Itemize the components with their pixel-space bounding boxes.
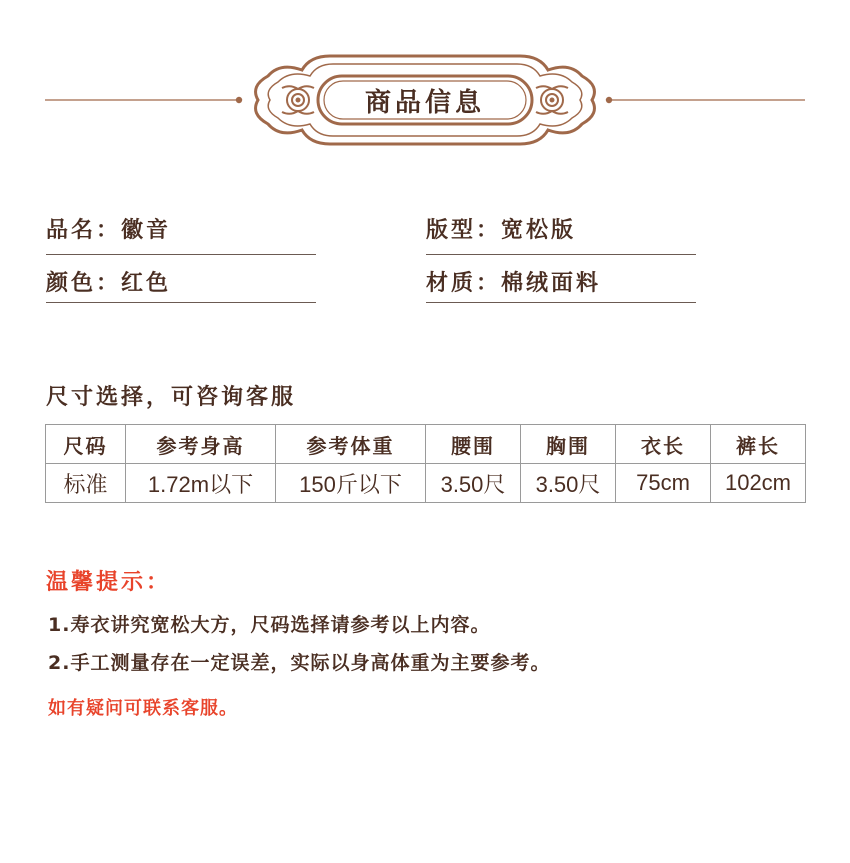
tip-item: 1.寿衣讲究宽松大方，尺码选择请参考以上内容。: [48, 614, 491, 636]
size-heading: 尺寸选择，可咨询客服: [46, 385, 297, 410]
divider-line: [426, 302, 696, 303]
product-color: 颜色：红色: [46, 271, 172, 296]
divider-line: [46, 254, 316, 255]
table-cell: 150斤以下: [276, 464, 426, 503]
product-material: 材质：棉绒面料: [426, 271, 602, 296]
table-header-cell: 参考体重: [276, 425, 426, 464]
table-header-cell: 腰围: [426, 425, 521, 464]
table-header-cell: 衣长: [616, 425, 711, 464]
table-header-cell: 尺码: [46, 425, 126, 464]
size-table: [45, 424, 806, 503]
contact-note: 如有疑问可联系客服。: [48, 698, 238, 719]
table-cell: 102cm: [711, 464, 806, 503]
table-header-row: [46, 425, 806, 464]
table-header-cell: 胸围: [521, 425, 616, 464]
product-fit: 版型：宽松版: [426, 218, 577, 243]
banner-title: 商品信息: [364, 87, 485, 118]
tips-title: 温馨提示：: [46, 570, 172, 595]
table-cell: 3.50尺: [521, 464, 616, 503]
product-name: 品名：徽音: [46, 218, 172, 243]
table-row: [46, 464, 806, 503]
table-header-cell: 裤长: [711, 425, 806, 464]
table-cell: 75cm: [616, 464, 711, 503]
table-header-cell: 参考身高: [126, 425, 276, 464]
divider-line: [426, 254, 696, 255]
table-cell: 3.50尺: [426, 464, 521, 503]
tip-item: 2.手工测量存在一定误差，实际以身高体重为主要参考。: [48, 652, 551, 674]
table-cell: 1.72m以下: [126, 464, 276, 503]
table-cell: 标准: [46, 464, 126, 503]
divider-line: [46, 302, 316, 303]
